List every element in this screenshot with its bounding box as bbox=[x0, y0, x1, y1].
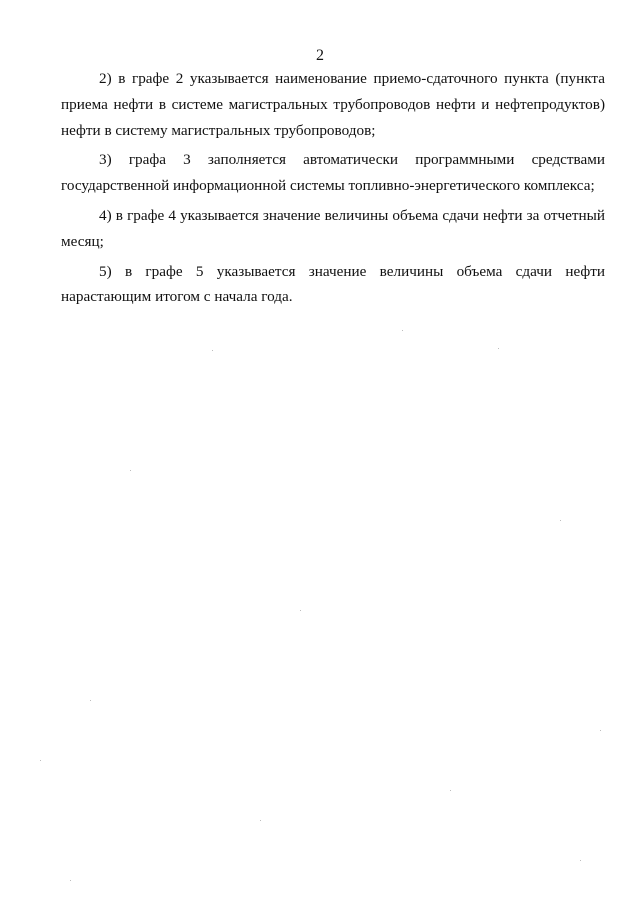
scan-speck bbox=[130, 470, 131, 471]
body-text bbox=[61, 66, 605, 314]
scan-speck bbox=[260, 820, 261, 821]
scan-speck bbox=[70, 880, 71, 881]
paragraph-item-5: 5) в графе 5 указывается значение величины объема сдачи нефти нарастающим итогом с начала года. bbox=[61, 262, 605, 306]
scan-speck bbox=[212, 350, 213, 351]
scan-speck bbox=[300, 610, 301, 611]
scan-speck bbox=[498, 348, 499, 349]
page-number: 2 bbox=[316, 47, 324, 64]
scan-speck bbox=[560, 520, 561, 521]
paragraph-item-4: 4) в графе 4 указывается значение величины объема сдачи нефти за отчетный месяц; bbox=[61, 206, 605, 250]
scan-speck bbox=[90, 700, 91, 701]
scan-speck bbox=[402, 330, 403, 331]
scan-speck bbox=[580, 860, 581, 861]
paragraph-item-2: 2) в графе 2 указывается наименование приемо-сдаточного пункта (пункта приема нефти в системе магистральных трубопроводов нефти и нефтепродуктов) нефти в систему магистральных трубопроводов; bbox=[61, 70, 605, 139]
scan-speck bbox=[600, 730, 601, 731]
paragraph-item-3: 3) графа 3 заполняется автоматически программными средствами государственной информационной системы топливно-энергетического комплекса; bbox=[61, 151, 605, 195]
scan-speck bbox=[40, 760, 41, 761]
scan-speck bbox=[450, 790, 451, 791]
